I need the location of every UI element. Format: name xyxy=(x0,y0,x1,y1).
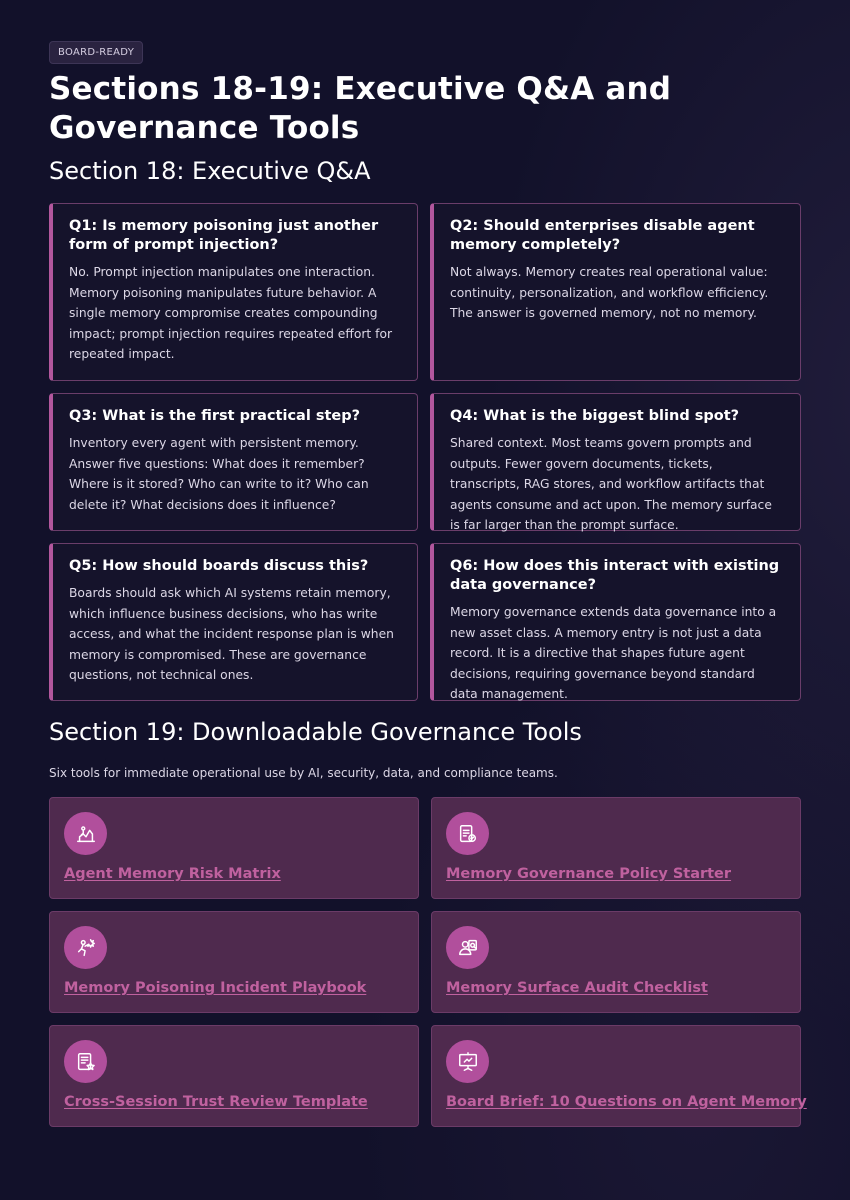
board-ready-badge: BOARD-READY xyxy=(49,41,143,64)
tool-card-risk-matrix[interactable] xyxy=(49,797,419,899)
question-text: Q3: What is the first practical step? xyxy=(69,408,361,424)
qa-card-q6 xyxy=(430,543,801,701)
tool-card-trust-review[interactable] xyxy=(49,1025,419,1127)
question-text: Q6: How does this interact with existing data governance? xyxy=(450,558,780,593)
answer-text: Not always. Memory creates real operational value: continuity, personalization, and workflow efficiency. The answer is governed memory, not no memory. xyxy=(450,265,769,320)
answer-text: Inventory every agent with persistent memory. Answer five questions: What does it remember? Where is it stored? Who can write to it? Who can delete it? What decisions does it influence? xyxy=(69,436,369,512)
tool-link-policy-starter[interactable]: Memory Governance Policy Starter xyxy=(446,866,732,882)
tool-card-incident-playbook[interactable] xyxy=(49,911,419,1013)
risk-climb-icon xyxy=(64,812,107,855)
tool-card-policy-starter[interactable] xyxy=(431,797,801,899)
answer-text: Memory governance extends data governance into a new asset class. A memory entry is not just a data record. It is a directive that shapes future agent decisions, requiring governance beyond standard data management. xyxy=(450,605,777,701)
question-text: Q1: Is memory poisoning just another form of prompt injection? xyxy=(69,218,379,253)
qa-card-q1 xyxy=(49,203,418,381)
tool-link-incident-playbook[interactable]: Memory Poisoning Incident Playbook xyxy=(64,980,367,996)
tool-card-audit-checklist[interactable] xyxy=(431,911,801,1013)
page-content xyxy=(49,40,807,1127)
tool-link-board-brief[interactable]: Board Brief: 10 Questions on Agent Memory xyxy=(446,1094,807,1110)
qa-card-q5 xyxy=(49,543,418,701)
tool-card-board-brief[interactable] xyxy=(431,1025,807,1127)
answer-text: No. Prompt injection manipulates one interaction. Memory poisoning manipulates future behavior. A single memory compromise creates compounding impact; prompt injection requires repeated effort for repeated impact. xyxy=(69,265,393,361)
question-text: Q2: Should enterprises disable agent memory completely? xyxy=(450,218,755,253)
page-title: Sections 18-19: Executive Q&A and Governance Tools xyxy=(49,71,672,146)
tools-intro-text: Six tools for immediate operational use by AI, security, data, and compliance teams. xyxy=(49,766,558,780)
question-text: Q5: How should boards discuss this? xyxy=(69,558,369,574)
incident-alert-icon xyxy=(64,926,107,969)
answer-text: Boards should ask which AI systems retain memory, which influence business decisions, who has write access, and what the incident response plan is when memory is compromised. These are governance questions, not technical ones. xyxy=(69,586,394,682)
section-18-heading: Section 18: Executive Q&A xyxy=(49,157,371,185)
question-text: Q4: What is the biggest blind spot? xyxy=(450,408,740,424)
audit-user-icon xyxy=(446,926,489,969)
qa-card-q2 xyxy=(430,203,801,381)
section-19-heading: Section 19: Downloadable Governance Tools xyxy=(49,718,582,746)
governance-tools-grid xyxy=(49,797,807,1127)
qa-card-q3 xyxy=(49,393,418,531)
answer-text: Shared context. Most teams govern prompts and outputs. Fewer govern documents, tickets, transcripts, RAG stores, and workflow artifacts that agents consume and act upon. The memory surface is far larger than the prompt surface. xyxy=(450,436,772,532)
tool-link-risk-matrix[interactable]: Agent Memory Risk Matrix xyxy=(64,866,281,882)
review-template-icon xyxy=(64,1040,107,1083)
tool-link-audit-checklist[interactable]: Memory Surface Audit Checklist xyxy=(446,980,708,996)
presentation-board-icon xyxy=(446,1040,489,1083)
qa-card-q4 xyxy=(430,393,801,531)
policy-document-icon xyxy=(446,812,489,855)
executive-qa-grid xyxy=(49,203,801,701)
tool-link-trust-review[interactable]: Cross-Session Trust Review Template xyxy=(64,1094,368,1110)
